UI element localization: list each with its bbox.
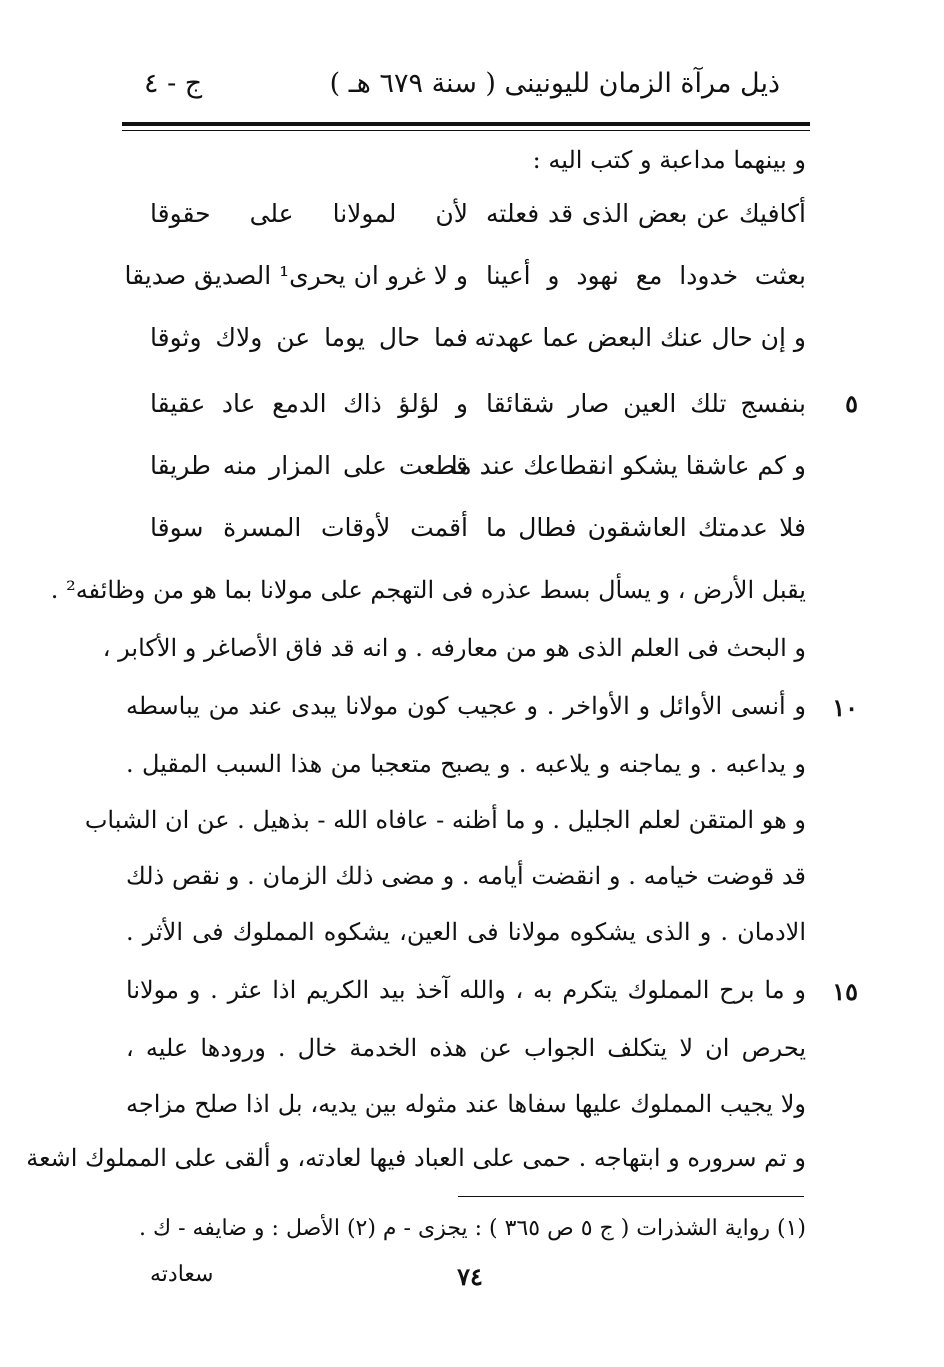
verse-first-hemistich: أكافيك عن بعض الذى قد فعلته (486, 199, 806, 228)
verse-second-hemistich: لأن لمولانا على حقوقا (150, 199, 468, 228)
verse-first-hemistich: و كم عاشقا يشكو انقطاعك عند ما (450, 451, 806, 480)
footnote-rule (458, 1196, 804, 1197)
poem-verse (136, 508, 806, 548)
header-rule-thin (122, 130, 810, 131)
line-number: ٥ (845, 389, 858, 418)
prose-line: الادمان . و الذى يشكوه مولانا فى العين، يشكوه المملوك فى الأثر . (126, 918, 806, 946)
verse-first-hemistich: فلا عدمتك العاشقون فطال ما (486, 513, 806, 542)
volume-number: ج - ٤ (144, 68, 203, 99)
prose-line: و يداعبه . و يماجنه و يلاعبه . و يصبح متعجبا من هذا السبب المقيل . (126, 750, 806, 778)
footnote: (١) رواية الشذرات ( ج ٥ ص ٣٦٥ ) : يجزى - م (٢) الأصل : و ضايفه - ك . (138, 1216, 806, 1241)
running-header (122, 66, 810, 110)
page-number: ٧٤ (457, 1262, 483, 1291)
verse-first-hemistich: بعثت خدودا مع نهود و أعينا (486, 261, 806, 290)
verse-second-hemistich: و لا غرو ان يحرى¹ الصديق صديقا (124, 261, 468, 290)
verse-second-hemistich: أقمت لأوقات المسرة سوقا (150, 513, 468, 542)
prose-line: و ما برح المملوك يتكرم به ، والله آخذ بيد الكريم اذا عثر . و مولانا (126, 976, 806, 1004)
poem-verse (124, 256, 806, 296)
verse-first-hemistich: بنفسج تلك العين صار شقائقا (486, 389, 806, 418)
prose-line: و البحث فى العلم الذى هو من معارفه . و انه قد فاق الأصاغر و الأكابر ، (102, 634, 806, 662)
poem-verse (136, 318, 806, 358)
catchword: سعادته (150, 1262, 214, 1287)
running-title: ذيل مرآة الزمان لليونينى ( سنة ٦٧٩ هـ ) (329, 68, 780, 99)
prose-line: قد قوضت خيامه . و انقضت أيامه . و مضى ذلك الزمان . و نقص ذلك (126, 862, 806, 890)
header-rule-thick (122, 122, 810, 126)
poem-verse (136, 194, 806, 234)
prose-line: و أنسى الأوائل و الأواخر . و عجيب كون مولانا يبدى عند من يباسطه (126, 692, 806, 720)
line-number: ١٠ (832, 693, 858, 722)
verse-second-hemistich: و لؤلؤ ذاك الدمع عاد عقيقا (150, 389, 468, 418)
poem-verse (136, 446, 806, 486)
poem-verse (136, 384, 806, 424)
verse-first-hemistich: و إن حال عنك البعض عما عهدته (474, 323, 806, 352)
prose-line: ولا يجيب المملوك عليها سفاها عند مثوله بين يديه، بل اذا صلح مزاجه (126, 1090, 806, 1118)
prose-line: و هو المتقن لعلم الجليل . و ما أظنه - عافاه الله - بذهيل . عن ان الشباب (84, 806, 806, 834)
verse-second-hemistich: فما حال يوما عن ولاك وثوقا (150, 323, 468, 352)
verse-second-hemistich: قطعت على المزار منه طريقا (150, 451, 468, 480)
prose-line: يحرص ان لا يتكلف الجواب عن هذه الخدمة خال . ورودها عليه ، (126, 1034, 806, 1062)
line-number: ١٥ (832, 977, 858, 1006)
intro-line: و بينهما مداعبة و كتب اليه : (532, 146, 806, 174)
prose-line: و تم سروره و ابتهاجه . حمى على العباد فيها لعادته، و ألقى على المملوك اشعة (26, 1144, 806, 1172)
prose-line: يقبل الأرض ، و يسأل بسط عذره فى التهجم على مولانا بما هو من وظائفه² . (50, 576, 806, 604)
